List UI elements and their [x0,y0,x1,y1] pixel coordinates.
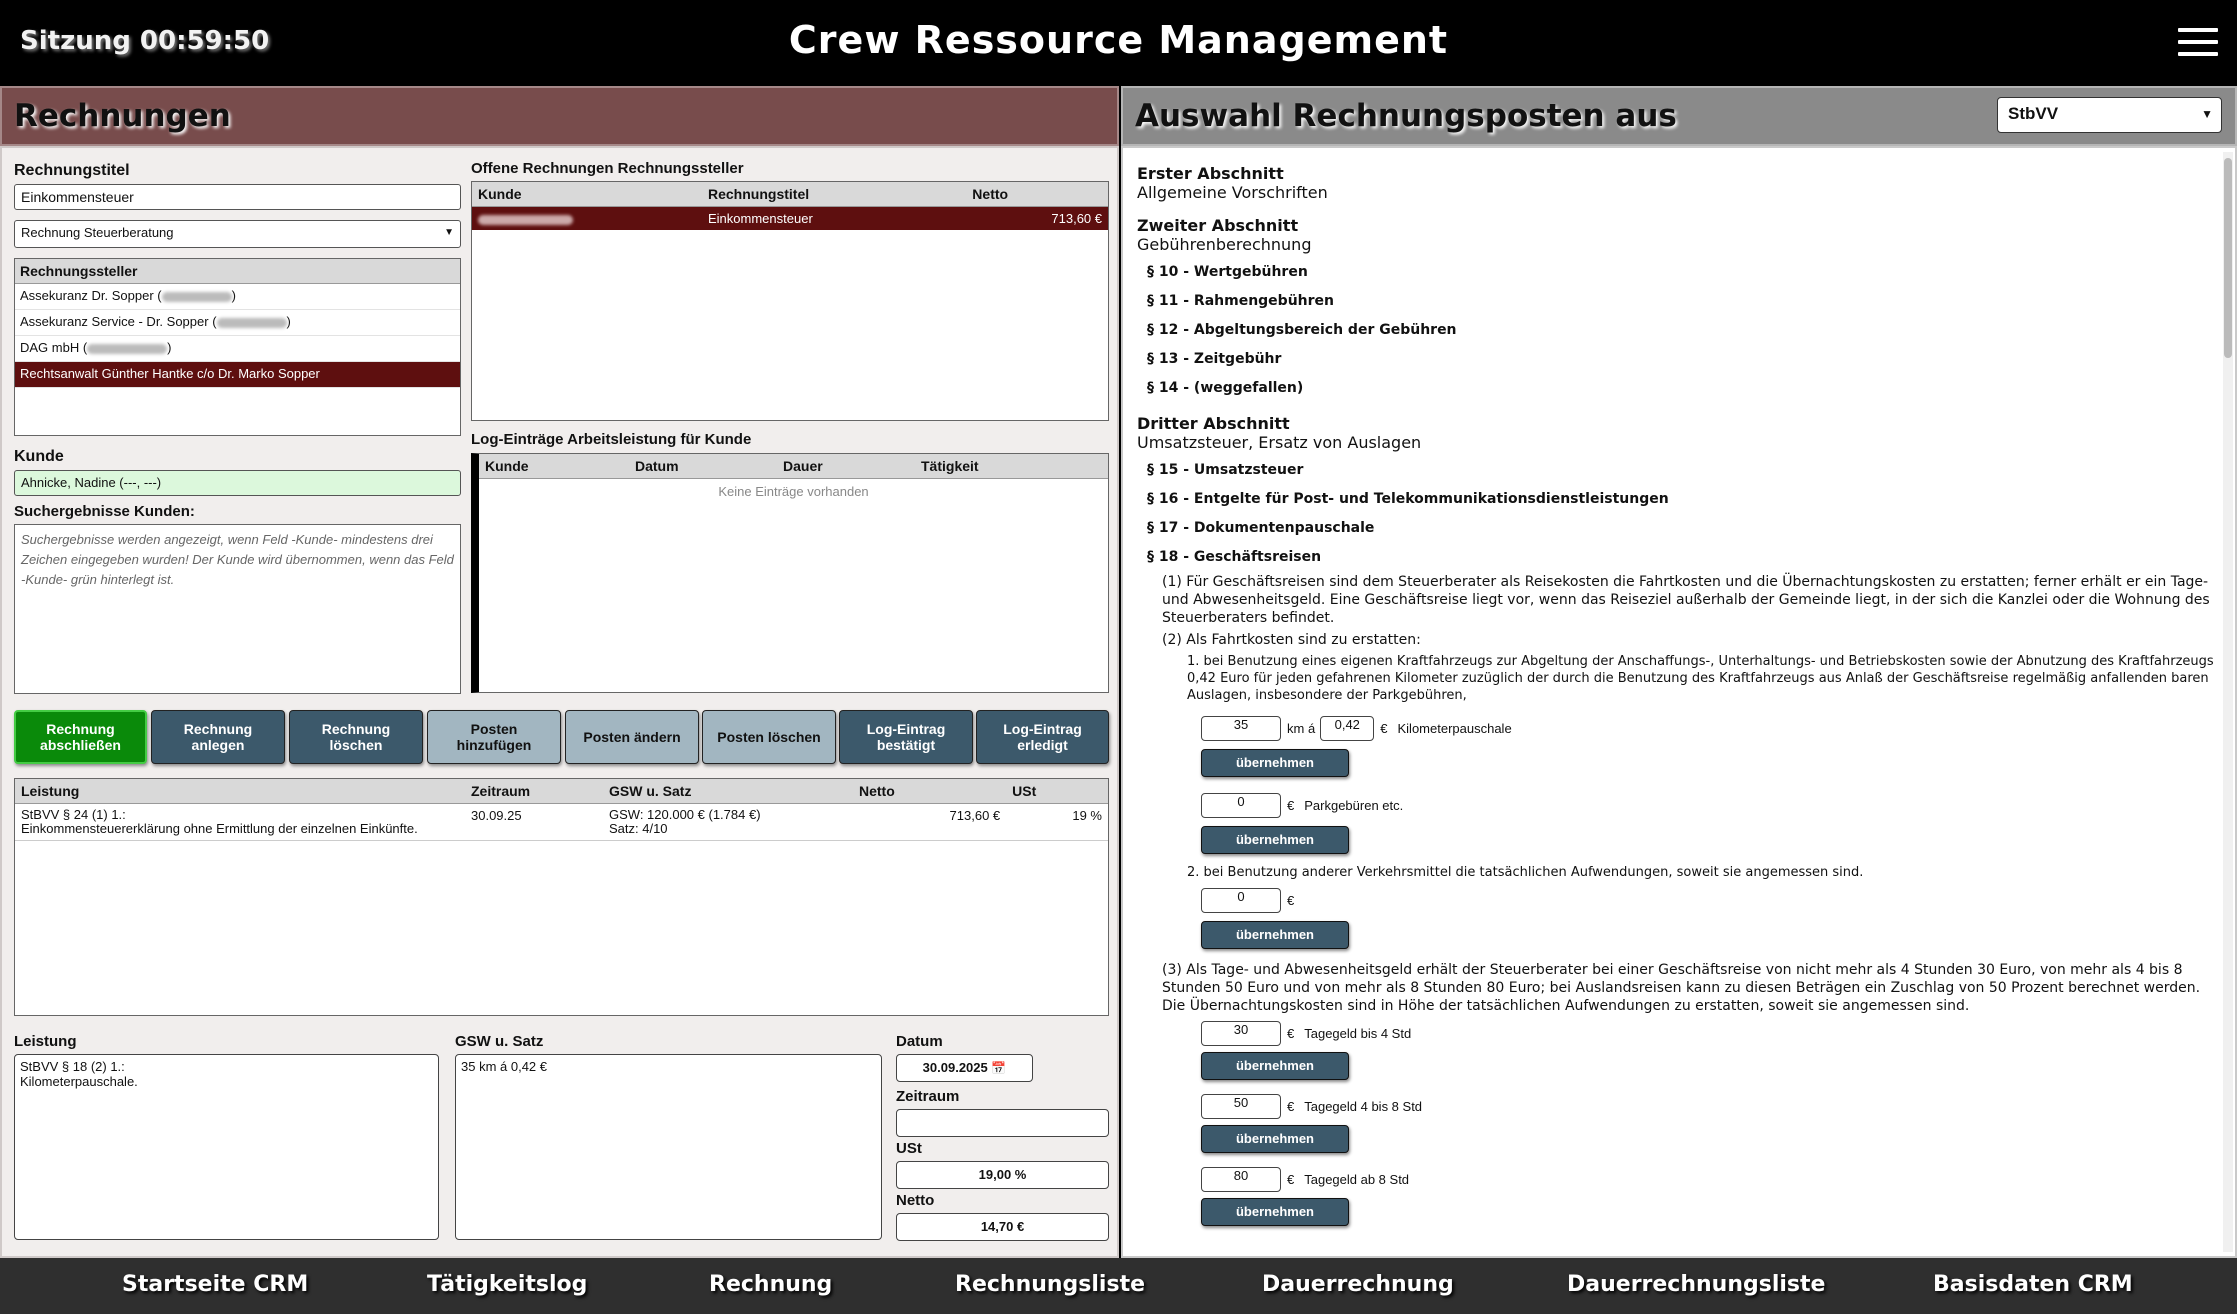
list-item-selected[interactable]: Rechtsanwalt Günther Hantke c/o Dr. Marko Sopper [15,362,460,388]
right-panel-header [1121,86,2237,146]
ust-label: USt [896,1140,922,1157]
posten-table [14,778,1109,1016]
table-row[interactable] [15,804,1108,841]
section-subtitle: Umsatzsteuer, Ersatz von Auslagen [1137,433,1422,452]
tagegeld-input[interactable]: 50 [1201,1094,1281,1119]
redacted [162,292,232,302]
session-timer: Sitzung 00:59:50 [20,26,270,56]
search-hint: Suchergebnisse werden angezeigt, wenn Feld -Kunde- mindestens drei Zeichen eingegeben wurden! Der Kunde wird übernommen, wenn das Feld -Kunde- grün hinterlegt ist. [21,532,454,587]
nav-taetigkeitslog[interactable]: Tätigkeitslog [427,1272,588,1297]
paragraph-text: 2. bei Benutzung anderer Verkehrsmittel die tatsächlichen Aufwendungen, soweit sie angemessen sind. [1187,865,1864,880]
list-item[interactable]: Assekuranz Dr. Sopper ( ) [15,284,460,310]
tagegeld-input[interactable]: 30 [1201,1021,1281,1046]
tagegeld-label: Tagegeld ab 8 Std [1304,1172,1410,1187]
datum-input[interactable]: 30.09.2025 📅 [896,1054,1033,1082]
leistung-textarea[interactable]: StBVV § 18 (2) 1.: Kilometerpauschale. [14,1054,439,1240]
cell-titel: Einkommensteuer [702,207,966,231]
euro-unit: € [1287,1099,1295,1114]
cell-zeitraum: 30.09.25 [471,808,522,823]
euro-unit: € [1380,721,1388,736]
invoice-panel [0,146,1119,1258]
cell-netto: 713,60 € [966,207,1108,231]
section-subtitle: Gebührenberechnung [1137,235,1312,254]
km-unit: km á [1287,721,1316,736]
rechnung-loeschen-button[interactable]: Rechnung löschen [289,710,423,764]
euro-unit: € [1287,893,1295,908]
col-zeitraum: Zeitraum [465,779,603,804]
posten-selection-panel [1121,146,2237,1258]
paragraph-link[interactable]: § 18 - Geschäftsreisen [1147,549,1322,565]
park-label: Parkgebüren etc. [1304,798,1404,813]
gsw-textarea[interactable]: 35 km á 0,42 € [455,1054,882,1240]
section-title: Erster Abschnitt [1137,164,1284,183]
paragraph-text: 1. bei Benutzung eines eigenen Kraftfahrzeugs zur Abgeltung der Anschaffungs-, Unterhaltungs- und Betriebskosten sowie der Abnutzung des Kraftfahrzeugs 0,42 Euro für jeden gefahrenen Kilometer zuzüglich der durch die Benutzung des Kraftfahrzeugs aus Anlaß der Geschäftsreise regelmäßig anfallenden baren Auslagen, insbesondere der Parkgebühren, [1187,654,2214,703]
paragraph-link[interactable]: § 13 - Zeitgebühr [1147,351,1282,367]
col-kunde: Kunde [472,182,702,207]
paragraph-link[interactable]: § 14 - (weggefallen) [1147,380,1304,396]
rechnungssteller-header: Rechnungssteller [15,259,460,284]
leistung-label: Leistung [14,1033,77,1050]
section-title: Dritter Abschnitt [1137,414,1290,433]
other-input[interactable]: 0 [1201,888,1281,913]
menu-icon[interactable] [2178,28,2218,56]
chevron-down-icon: ▼ [2201,107,2213,121]
zeitraum-input[interactable] [896,1109,1109,1137]
table-row[interactable] [472,207,1108,231]
euro-unit: € [1287,1026,1295,1041]
col-gsw: GSW u. Satz [603,779,853,804]
apply-button[interactable]: übernehmen [1201,826,1349,854]
netto-label: Netto [896,1192,935,1209]
rechnungsart-select[interactable]: Rechnung Steuerberatung ▼ [14,220,461,248]
nav-rechnungsliste[interactable]: Rechnungsliste [955,1272,1146,1297]
km-input[interactable]: 35 [1201,716,1281,741]
log-label: Log-Einträge Arbeitsleistung für Kunde [471,431,752,448]
search-results [14,524,461,694]
cell-netto: 713,60 € [949,808,1001,823]
offene-rechnungen-table [471,181,1109,421]
euro-unit: € [1287,1172,1295,1187]
tagegeld-input[interactable]: 80 [1201,1167,1281,1192]
rechnungstitel-label: Rechnungstitel [14,162,130,179]
rechnungstitel-input[interactable]: Einkommensteuer [14,184,461,210]
col-leistung: Leistung [15,779,465,804]
section-title: Zweiter Abschnitt [1137,216,1299,235]
list-item[interactable]: DAG mbH ( ) [15,336,460,362]
ust-input[interactable]: 19,00 % [896,1161,1109,1189]
redacted [217,318,287,328]
cell-leistung: StBVV § 24 (1) 1.: Einkommensteuererklärung ohne Ermittlung der einzelnen Einkünfte. [21,807,418,836]
list-item[interactable]: Assekuranz Service - Dr. Sopper ( ) [15,310,460,336]
cell-gsw: GSW: 120.000 € (1.784 €) Satz: 4/10 [609,807,761,836]
log-empty: Keine Einträge vorhanden [718,484,869,499]
col-datum: Datum [629,454,777,479]
km-pauschale-label: Kilometerpauschale [1397,721,1512,736]
col-netto: Netto [966,182,1108,207]
rechnungssteller-list [14,258,461,436]
posten-aendern-button[interactable]: Posten ändern [565,710,699,764]
rate-input[interactable]: 0,42 [1320,716,1374,741]
paragraph-text: (1) Für Geschäftsreisen sind dem Steuerberater als Reisekosten die Fahrtkosten und die Übernachtungskosten zu erstatten; ferner erhält er ein Tage- und Abwesenheitsgeld. Eine Geschäftsreise liegt vor, wenn das Reiseziel außerhalb der Gemeinde liegt, in der sich die Kanzlei oder die Wohnung des Steuerberaters befindet. [1162,574,2210,626]
netto-input[interactable]: 14,70 € [896,1213,1109,1241]
right-panel-title: Auswahl Rechnungsposten aus [1135,98,1677,134]
left-panel-header [0,86,1119,146]
nav-dauerrechnungsliste[interactable]: Dauerrechnungsliste [1567,1272,1826,1297]
col-ust: USt [1006,779,1108,804]
nav-basisdaten[interactable]: Basisdaten CRM [1933,1272,2133,1297]
top-bar [0,0,2237,86]
col-kunde: Kunde [479,454,629,479]
nav-startseite[interactable]: Startseite CRM [122,1272,309,1297]
gsw-label: GSW u. Satz [455,1033,544,1050]
col-dauer: Dauer [777,454,915,479]
park-input[interactable]: 0 [1201,793,1281,818]
apply-button[interactable]: übernehmen [1201,749,1349,777]
app-title: Crew Ressource Management [788,18,1449,62]
apply-button[interactable]: übernehmen [1201,921,1349,949]
zeitraum-label: Zeitraum [896,1088,960,1105]
calendar-icon[interactable]: 📅 [991,1061,1007,1075]
log-erledigt-button[interactable]: Log-Eintrag erledigt [976,710,1109,764]
regulation-select[interactable]: StbVV ▼ [1997,97,2222,133]
kunde-input[interactable]: Ahnicke, Nadine (---, ---) [14,470,461,496]
bottom-nav [0,1258,2237,1314]
rechnung-anlegen-button[interactable]: Rechnung anlegen [151,710,285,764]
nav-rechnung[interactable]: Rechnung [709,1272,833,1297]
chevron-down-icon: ▼ [444,227,454,238]
paragraph-text: (2) Als Fahrtkosten sind zu erstatten: [1162,632,1421,648]
paragraph-link[interactable]: § 11 - Rahmengebühren [1147,293,1334,309]
kunde-label: Kunde [14,448,64,465]
redacted [87,344,167,354]
col-netto: Netto [853,779,1006,804]
datum-label: Datum [896,1033,943,1050]
scrollbar-thumb[interactable] [2224,158,2232,358]
nav-dauerrechnung[interactable]: Dauerrechnung [1262,1272,1454,1297]
redacted [478,215,573,225]
cell-ust: 19 % [1072,808,1102,823]
col-rechnungstitel: Rechnungstitel [702,182,966,207]
apply-button[interactable]: übernehmen [1201,1125,1349,1153]
posten-hinzufuegen-button[interactable]: Posten hinzufügen [427,710,561,764]
paragraph-link[interactable]: § 17 - Dokumentenpauschale [1147,520,1375,536]
cell-kunde [472,207,702,231]
tagegeld-label: Tagegeld 4 bis 8 Std [1304,1099,1423,1114]
paragraph-link[interactable]: § 10 - Wertgebühren [1147,264,1308,280]
suche-label: Suchergebnisse Kunden: [14,503,195,520]
log-bestaetigt-button[interactable]: Log-Eintrag bestätigt [839,710,973,764]
offene-label: Offene Rechnungen Rechnungssteller [471,160,744,177]
left-panel-title: Rechnungen [14,98,231,134]
paragraph-link[interactable]: § 15 - Umsatzsteuer [1147,462,1304,478]
section-subtitle: Allgemeine Vorschriften [1137,183,1328,202]
paragraph-link[interactable]: § 16 - Entgelte für Post- und Telekommunikationsdienstleistungen [1147,491,1669,507]
rechnung-abschliessen-button[interactable]: Rechnung abschließen [14,710,147,764]
apply-button[interactable]: übernehmen [1201,1052,1349,1080]
paragraph-link[interactable]: § 12 - Abgeltungsbereich der Gebühren [1147,322,1457,338]
col-taetigkeit: Tätigkeit [915,454,1108,479]
euro-unit: € [1287,798,1295,813]
posten-loeschen-button[interactable]: Posten löschen [702,710,836,764]
apply-button[interactable]: übernehmen [1201,1198,1349,1226]
paragraph-text: (3) Als Tage- und Abwesenheitsgeld erhält der Steuerberater bei einer Geschäftsreise von nicht mehr als 4 Stunden 30 Euro, von mehr als 4 bis 8 Stunden 50 Euro und von mehr als 8 Stunden 80 Euro; bei Auslandsreisen kann zu diesen Beträgen ein Zuschlag von 50 Prozent berechnet werden. Die Übernachtungskosten sind in Höhe der tatsächlichen Aufwendungen zu erstatten, soweit sie angemessen sind. [1162,962,2201,1014]
tagegeld-label: Tagegeld bis 4 Std [1304,1026,1412,1041]
log-table [471,453,1109,693]
